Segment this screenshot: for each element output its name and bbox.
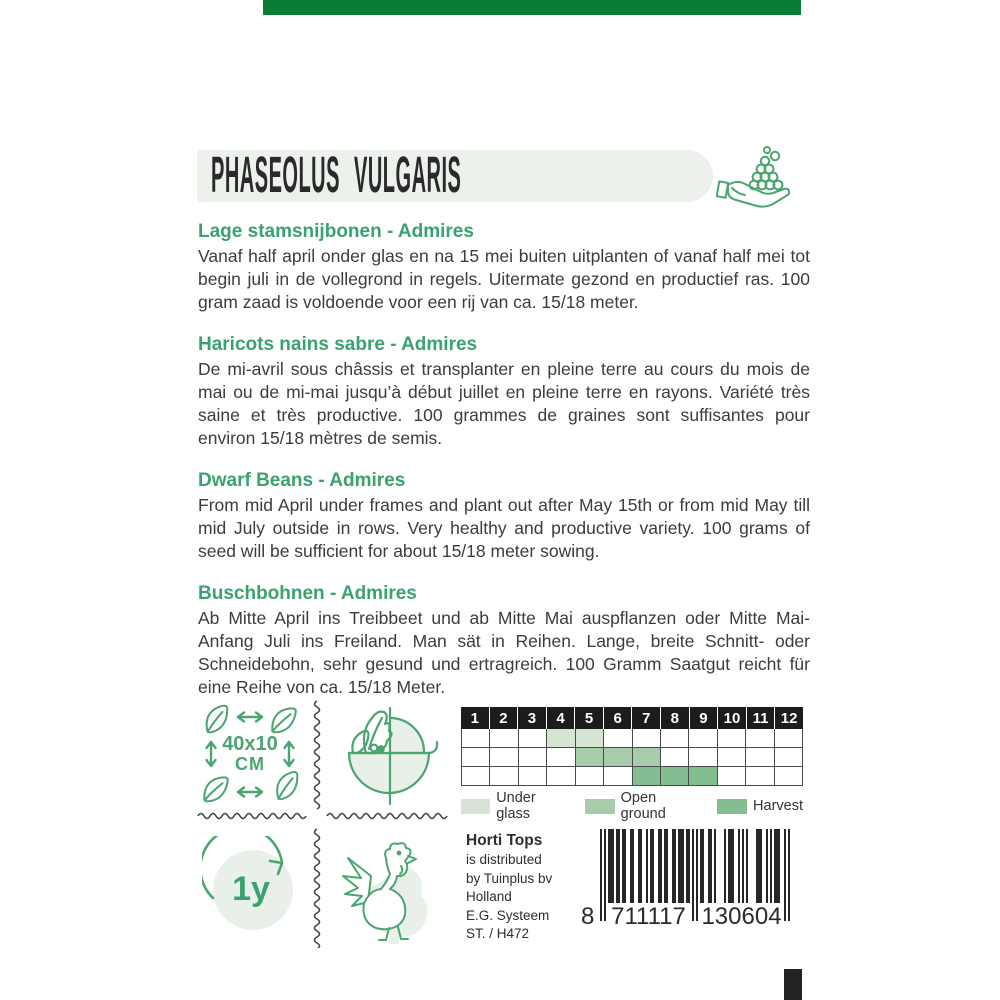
calendar-cell: [746, 748, 774, 767]
calendar-month-header: 1: [470, 709, 479, 727]
print-registration-mark: [784, 969, 802, 1000]
calendar-cell: [490, 729, 518, 748]
calendar-row: [462, 767, 803, 786]
calendar-cell: [462, 767, 490, 786]
calendar-cell: [775, 729, 803, 748]
calendar-cell: [633, 767, 661, 786]
section-french: [198, 333, 810, 450]
section-body: Vanaf half april onder glas en na 15 mei buiten uitplanten of vanaf half mei tot begin juli in de vollegrond in regels. Uitermate gezond en productief ras. 100 gram zaad is voldoende voor een rij van ca. 15/18 meter.: [198, 246, 810, 312]
calendar-month-header: 11: [746, 707, 775, 729]
calendar-cell: [490, 767, 518, 786]
calendar-month-header: 7: [631, 707, 660, 729]
barcode-bar: [682, 829, 684, 903]
calendar-row: [462, 748, 803, 767]
barcode-bar: [640, 829, 642, 903]
calendar-month-header: 12: [774, 707, 803, 729]
calendar-cell: [775, 748, 803, 767]
calendar-month-header: 5: [574, 707, 603, 729]
calendar-cell: [547, 748, 575, 767]
divider-wavy-vertical: [312, 828, 322, 948]
calendar-cell: [633, 729, 661, 748]
section-body: De mi-avril sous châssis et transplanter en pleine terre au cours du mois de mai ou de mi-mai jusqu’à début juillet en pleine terre en rayons. Variété très saine et très productive. 100 grammes de graines sont suffisantes pour environ 15/18 mètres de semis.: [198, 359, 810, 448]
divider-wavy-horizontal: [197, 811, 316, 821]
barcode-bar: [770, 829, 772, 903]
annual-cycle-label: 1y: [232, 869, 270, 908]
salad-bowl-icon: [336, 700, 440, 810]
annual-cycle-icon: [202, 836, 300, 936]
calendar-cell: [689, 729, 717, 748]
calendar-cell: [604, 729, 632, 748]
barcode-bar: [624, 829, 626, 903]
calendar-month-header: 9: [689, 707, 718, 729]
legend-label: Open ground: [620, 790, 666, 822]
legend-label: Harvest: [753, 798, 803, 814]
calendar-cell: [633, 748, 661, 767]
calendar-row: [462, 729, 803, 748]
calendar-cell: [576, 729, 604, 748]
calendar-cell: [746, 767, 774, 786]
calendar-cell: [718, 767, 746, 786]
barcode-bar: [760, 829, 762, 903]
section-english: [198, 469, 810, 563]
calendar-cell: [547, 767, 575, 786]
barcode-bar: [778, 829, 780, 903]
barcode-bar: [688, 829, 690, 903]
calendar-cell: [490, 748, 518, 767]
section-heading: Lage stamsnijbonen - Admires: [198, 221, 474, 242]
calendar-cell: [547, 729, 575, 748]
title-band: [197, 147, 713, 204]
section-heading: Dwarf Beans - Admires: [198, 470, 406, 491]
barcode-bar: [652, 829, 654, 903]
calendar-month-header: 4: [546, 707, 575, 729]
section-german: [198, 582, 810, 699]
legend-swatch: [461, 799, 490, 814]
spacing-unit: CM: [235, 754, 265, 774]
hand-with-seeds-icon: [716, 144, 790, 212]
legend-swatch: [717, 799, 747, 814]
description-sections: [198, 220, 810, 718]
calendar-cell: [661, 748, 689, 767]
legend-item: [461, 790, 571, 822]
barcode-bar: [746, 829, 748, 903]
calendar-cell: [462, 729, 490, 748]
legend-label: Under glass: [496, 790, 536, 822]
calendar-legend: [461, 790, 803, 822]
calendar-cell: [604, 748, 632, 767]
plant-spacing-icon: [200, 704, 300, 804]
calendar-cell: [775, 767, 803, 786]
calendar-cell: [604, 767, 632, 786]
barcode-bar: [738, 829, 740, 903]
legend-item: [717, 798, 803, 814]
calendar-month-header: 2: [489, 707, 518, 729]
calendar-cell: [661, 767, 689, 786]
barcode-bar: [724, 829, 726, 903]
calendar-cell: [519, 748, 547, 767]
spacing-text: [200, 704, 300, 804]
distributor-line: by Tuinplus bv: [466, 870, 553, 886]
calendar-cell: [661, 729, 689, 748]
distributor-line: is distributed: [466, 852, 542, 867]
species-title: PHASEOLUS VULGARIS: [211, 147, 462, 204]
calendar-cell: [576, 748, 604, 767]
section-heading: Haricots nains sabre - Admires: [198, 334, 478, 355]
calendar-cell: [462, 748, 490, 767]
calendar-body: [461, 729, 803, 786]
barcode-bar: [618, 829, 620, 903]
calendar-month-header: 10: [717, 707, 746, 729]
calendar-cell: [689, 767, 717, 786]
barcode-digit-group: 130604: [701, 903, 782, 930]
barcode-bar: [632, 829, 634, 903]
barcode-bar: [742, 829, 744, 903]
barcode-bar: [732, 829, 734, 903]
calendar-cell: [519, 729, 547, 748]
section-dutch: [198, 220, 810, 314]
divider-wavy-horizontal: [326, 811, 455, 821]
barcode-digit-group: 711117: [611, 903, 686, 930]
calendar-cell: [718, 729, 746, 748]
barcode-digit-group: 8: [581, 903, 595, 930]
barcode-bar: [646, 829, 648, 903]
top-color-bar: [263, 0, 801, 15]
distributor-line: Holland: [466, 889, 512, 904]
ean-barcode: [581, 829, 790, 935]
barcode-bar: [702, 829, 704, 903]
legend-swatch: [585, 799, 614, 814]
distributor-line: ST. / H472: [466, 926, 530, 941]
distributor-line: E.G. Systeem: [466, 907, 550, 923]
rooster-icon: [338, 830, 430, 946]
calendar-month-header: 8: [660, 707, 689, 729]
barcode-bar: [710, 829, 712, 903]
legend-item: [585, 790, 703, 822]
spacing-value: 40x10: [222, 733, 278, 755]
barcode-bar: [660, 829, 662, 903]
divider-wavy-vertical: [312, 700, 322, 818]
sowing-calendar: [461, 707, 803, 786]
barcode-bar: [612, 829, 614, 903]
section-body: Ab Mitte April ins Treibbeet und ab Mitte Mai auspflanzen oder Mitte Mai-Anfang Juli ins Freiland. Man sät in Reihen. Lange, breite Schnitt- oder Schneidebohn, sehr gesund und ertragreich. 100 Gramm Saatgut reicht für eine Reihe von ca. 15/18 Meter.: [198, 608, 810, 697]
barcode-digits: [581, 903, 790, 933]
barcode-bar: [766, 829, 768, 903]
calendar-cell: [746, 729, 774, 748]
section-body: From mid April under frames and plant out after May 15th or from mid May till mid July outside in rows. Very healthy and productive variety. 100 grams of seed will be sufficient for about 15/18 meter sowing.: [198, 495, 810, 561]
calendar-cell: [576, 767, 604, 786]
calendar-month-header: 6: [603, 707, 632, 729]
barcode-bar: [674, 829, 676, 903]
calendar-cell: [519, 767, 547, 786]
calendar-month-header: 3: [517, 707, 546, 729]
calendar-header-row: [461, 707, 803, 729]
calendar-cell: [718, 748, 746, 767]
calendar-cell: [689, 748, 717, 767]
barcode-bar: [666, 829, 668, 903]
brand-name: Horti Tops: [466, 832, 543, 849]
section-heading: Buschbohnen - Admires: [198, 583, 417, 604]
barcode-bar: [714, 829, 716, 903]
